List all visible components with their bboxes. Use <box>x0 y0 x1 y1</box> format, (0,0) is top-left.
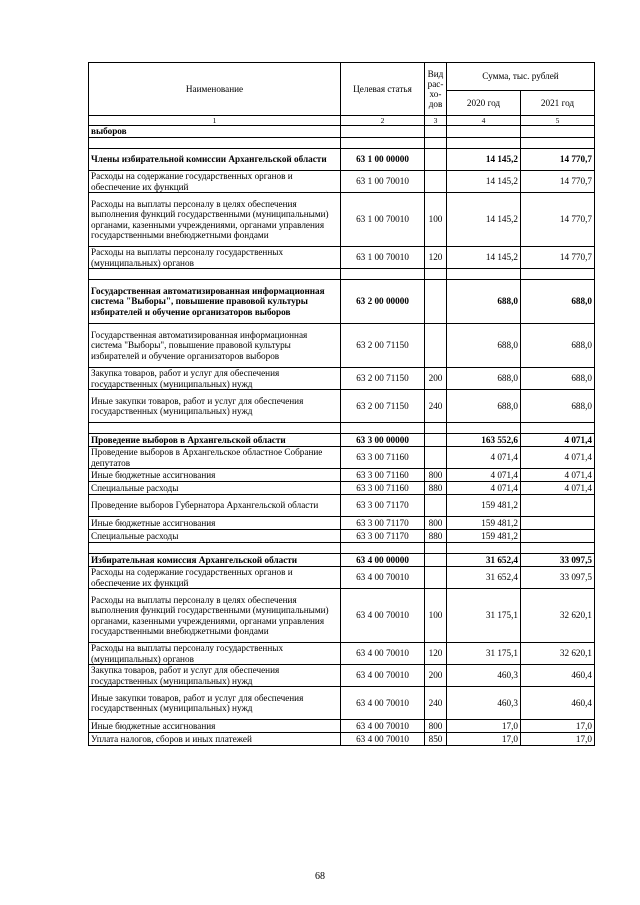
row-expense-type: 200 <box>425 665 447 687</box>
row-target-article: 63 3 00 71160 <box>341 469 425 482</box>
row-amount-2021 <box>521 126 595 138</box>
empty-cell <box>447 138 521 149</box>
row-target-article <box>341 126 425 138</box>
table-row <box>89 495 595 517</box>
row-amount-2020: 14 145,2 <box>447 247 521 269</box>
row-amount-2021: 688,0 <box>521 390 595 423</box>
table-row <box>89 434 595 447</box>
row-name: Закупка товаров, работ и услуг для обеспечения государственных (муниципальных) нужд <box>89 368 341 390</box>
table-row <box>89 517 595 530</box>
row-name: Избирательная комиссия Архангельской области <box>89 554 341 567</box>
table-row <box>89 324 595 368</box>
row-name: Закупка товаров, работ и услуг для обеспечения государственных (муниципальных) нужд <box>89 665 341 687</box>
row-amount-2021: 688,0 <box>521 324 595 368</box>
row-name: Члены избирательной комиссии Архангельской области <box>89 149 341 171</box>
row-expense-type: 120 <box>425 643 447 665</box>
row-amount-2020: 159 481,2 <box>447 495 521 517</box>
row-expense-type: 880 <box>425 482 447 495</box>
row-amount-2021: 17,0 <box>521 720 595 733</box>
row-amount-2020: 14 145,2 <box>447 149 521 171</box>
row-amount-2020: 688,0 <box>447 280 521 324</box>
row-target-article: 63 1 00 70010 <box>341 193 425 247</box>
row-target-article: 63 4 00 70010 <box>341 665 425 687</box>
row-expense-type <box>425 495 447 517</box>
row-name: Расходы на выплаты персоналу государственных (муниципальных) органов <box>89 643 341 665</box>
row-target-article: 63 3 00 71170 <box>341 495 425 517</box>
table-row <box>89 733 595 746</box>
table-row <box>89 171 595 193</box>
table-row <box>89 368 595 390</box>
row-amount-2020: 4 071,4 <box>447 482 521 495</box>
table-row <box>89 390 595 423</box>
page-content <box>88 62 594 746</box>
row-target-article: 63 3 00 71160 <box>341 482 425 495</box>
page-number: 68 <box>315 871 325 882</box>
row-expense-type: 100 <box>425 589 447 643</box>
row-name: Уплата налогов, сборов и иных платежей <box>89 733 341 746</box>
row-expense-type <box>425 434 447 447</box>
row-amount-2020: 14 145,2 <box>447 171 521 193</box>
empty-cell <box>521 543 595 554</box>
row-amount-2020: 14 145,2 <box>447 193 521 247</box>
header-target-article: Целевая статья <box>341 63 425 116</box>
row-amount-2021: 688,0 <box>521 368 595 390</box>
row-expense-type <box>425 554 447 567</box>
empty-cell <box>341 269 425 280</box>
column-number: 2 <box>341 116 425 126</box>
header-year-2020: 2020 год <box>447 91 521 116</box>
row-expense-type <box>425 280 447 324</box>
row-expense-type: 800 <box>425 517 447 530</box>
row-name: Иные закупки товаров, работ и услуг для обеспечения государственных (муниципальных) нужд <box>89 687 341 720</box>
row-expense-type: 240 <box>425 687 447 720</box>
row-target-article: 63 3 00 71160 <box>341 447 425 469</box>
row-name: Специальные расходы <box>89 482 341 495</box>
row-target-article: 63 4 00 70010 <box>341 720 425 733</box>
empty-cell <box>341 543 425 554</box>
row-amount-2020: 31 652,4 <box>447 554 521 567</box>
row-amount-2020: 4 071,4 <box>447 447 521 469</box>
empty-cell <box>521 423 595 434</box>
row-amount-2020: 4 071,4 <box>447 469 521 482</box>
row-target-article: 63 4 00 70010 <box>341 643 425 665</box>
table-header <box>89 63 595 126</box>
row-amount-2020: 159 481,2 <box>447 517 521 530</box>
table-row <box>89 687 595 720</box>
row-target-article: 63 2 00 71150 <box>341 390 425 423</box>
empty-cell <box>425 423 447 434</box>
row-amount-2020: 460,3 <box>447 665 521 687</box>
row-amount-2021: 14 770,7 <box>521 171 595 193</box>
table-row <box>89 720 595 733</box>
row-expense-type: 100 <box>425 193 447 247</box>
column-number-row <box>89 116 595 126</box>
table-row <box>89 126 595 138</box>
row-expense-type: 240 <box>425 390 447 423</box>
column-number: 4 <box>447 116 521 126</box>
row-amount-2021: 688,0 <box>521 280 595 324</box>
row-amount-2020: 31 175,1 <box>447 643 521 665</box>
spacer-row <box>89 423 595 434</box>
row-name: Государственная автоматизированная информационная система "Выборы", повышение правовой культуры избирателей и обучение организаторов выборов <box>89 280 341 324</box>
row-name: Расходы на содержание государственных органов и обеспечение их функций <box>89 567 341 589</box>
table-row <box>89 247 595 269</box>
row-name: Расходы на выплаты персоналу государственных (муниципальных) органов <box>89 247 341 269</box>
row-expense-type <box>425 171 447 193</box>
header-year-2021: 2021 год <box>521 91 595 116</box>
row-expense-type: 200 <box>425 368 447 390</box>
empty-cell <box>447 543 521 554</box>
empty-cell <box>521 269 595 280</box>
table-row <box>89 482 595 495</box>
row-target-article: 63 2 00 71150 <box>341 324 425 368</box>
empty-cell <box>341 138 425 149</box>
spacer-row <box>89 269 595 280</box>
empty-cell <box>447 269 521 280</box>
empty-cell <box>89 138 341 149</box>
row-name: Проведение выборов Губернатора Архангельской области <box>89 495 341 517</box>
row-amount-2020: 31 175,1 <box>447 589 521 643</box>
table-row <box>89 589 595 643</box>
empty-cell <box>521 138 595 149</box>
row-amount-2020: 17,0 <box>447 720 521 733</box>
empty-cell <box>425 543 447 554</box>
row-expense-type <box>425 447 447 469</box>
table-body <box>89 126 595 746</box>
row-target-article: 63 3 00 71170 <box>341 530 425 543</box>
empty-cell <box>89 269 341 280</box>
column-number: 5 <box>521 116 595 126</box>
row-target-article: 63 4 00 70010 <box>341 687 425 720</box>
row-expense-type: 880 <box>425 530 447 543</box>
row-target-article: 63 1 00 00000 <box>341 149 425 171</box>
row-name: Расходы на выплаты персоналу в целях обеспечения выполнения функций государственными (муниципальными) органами, казенными учреждениями, органами управления государственными внебюджетными фондами <box>89 589 341 643</box>
row-name: Иные закупки товаров, работ и услуг для обеспечения государственных (муниципальных) нужд <box>89 390 341 423</box>
row-expense-type <box>425 126 447 138</box>
row-target-article: 63 4 00 70010 <box>341 589 425 643</box>
row-amount-2021: 33 097,5 <box>521 554 595 567</box>
row-amount-2021: 33 097,5 <box>521 567 595 589</box>
spacer-row <box>89 543 595 554</box>
row-amount-2021: 14 770,7 <box>521 247 595 269</box>
row-target-article: 63 4 00 00000 <box>341 554 425 567</box>
row-target-article: 63 2 00 00000 <box>341 280 425 324</box>
row-amount-2021: 4 071,4 <box>521 469 595 482</box>
row-amount-2021 <box>521 495 595 517</box>
empty-cell <box>89 543 341 554</box>
table-row <box>89 149 595 171</box>
row-name: Проведение выборов в Архангельской области <box>89 434 341 447</box>
row-expense-type: 120 <box>425 247 447 269</box>
row-amount-2020: 159 481,2 <box>447 530 521 543</box>
row-amount-2020: 163 552,6 <box>447 434 521 447</box>
header-sum: Сумма, тыс. рублей <box>447 63 595 91</box>
empty-cell <box>447 423 521 434</box>
row-expense-type <box>425 149 447 171</box>
row-amount-2020: 688,0 <box>447 390 521 423</box>
row-target-article: 63 1 00 70010 <box>341 247 425 269</box>
row-amount-2021: 460,4 <box>521 665 595 687</box>
row-name: Расходы на содержание государственных органов и обеспечение их функций <box>89 171 341 193</box>
row-amount-2020: 31 652,4 <box>447 567 521 589</box>
row-amount-2020: 17,0 <box>447 733 521 746</box>
row-target-article: 63 4 00 70010 <box>341 567 425 589</box>
row-amount-2021 <box>521 517 595 530</box>
header-name: Наименование <box>89 63 341 116</box>
row-amount-2021: 460,4 <box>521 687 595 720</box>
row-amount-2021: 32 620,1 <box>521 643 595 665</box>
row-amount-2021: 4 071,4 <box>521 482 595 495</box>
row-name: Проведение выборов в Архангельское областное Собрание депутатов <box>89 447 341 469</box>
row-expense-type: 800 <box>425 720 447 733</box>
table-row <box>89 469 595 482</box>
row-name: Расходы на выплаты персоналу в целях обеспечения выполнения функций государственными (муниципальными) органами, казенными учреждениями, органами управления государственными внебюджетными фондами <box>89 193 341 247</box>
row-target-article: 63 3 00 71170 <box>341 517 425 530</box>
table-row <box>89 280 595 324</box>
budget-table <box>88 62 595 746</box>
empty-cell <box>425 138 447 149</box>
row-name: Иные бюджетные ассигнования <box>89 720 341 733</box>
row-amount-2021 <box>521 530 595 543</box>
header-expense-type: Вид рас- хо- дов <box>425 63 447 116</box>
row-amount-2021: 17,0 <box>521 733 595 746</box>
table-row <box>89 554 595 567</box>
empty-cell <box>89 423 341 434</box>
row-amount-2021: 14 770,7 <box>521 193 595 247</box>
row-expense-type <box>425 324 447 368</box>
row-amount-2021: 32 620,1 <box>521 589 595 643</box>
table-row <box>89 665 595 687</box>
row-amount-2021: 4 071,4 <box>521 447 595 469</box>
column-number: 1 <box>89 116 341 126</box>
row-amount-2020: 460,3 <box>447 687 521 720</box>
column-number: 3 <box>425 116 447 126</box>
empty-cell <box>425 269 447 280</box>
table-row <box>89 530 595 543</box>
table-row <box>89 193 595 247</box>
row-target-article: 63 1 00 70010 <box>341 171 425 193</box>
spacer-row <box>89 138 595 149</box>
row-amount-2020 <box>447 126 521 138</box>
row-target-article: 63 4 00 70010 <box>341 733 425 746</box>
row-name: выборов <box>89 126 341 138</box>
row-target-article: 63 2 00 71150 <box>341 368 425 390</box>
table-row <box>89 567 595 589</box>
row-expense-type: 850 <box>425 733 447 746</box>
row-name: Специальные расходы <box>89 530 341 543</box>
table-row <box>89 447 595 469</box>
row-expense-type: 800 <box>425 469 447 482</box>
row-expense-type <box>425 567 447 589</box>
row-amount-2021: 4 071,4 <box>521 434 595 447</box>
row-amount-2020: 688,0 <box>447 368 521 390</box>
row-name: Иные бюджетные ассигнования <box>89 517 341 530</box>
row-name: Государственная автоматизированная информационная система "Выборы", повышение правовой культуры избирателей и обучение организаторов выборов <box>89 324 341 368</box>
row-amount-2021: 14 770,7 <box>521 149 595 171</box>
row-name: Иные бюджетные ассигнования <box>89 469 341 482</box>
row-amount-2020: 688,0 <box>447 324 521 368</box>
empty-cell <box>341 423 425 434</box>
table-row <box>89 643 595 665</box>
row-target-article: 63 3 00 00000 <box>341 434 425 447</box>
